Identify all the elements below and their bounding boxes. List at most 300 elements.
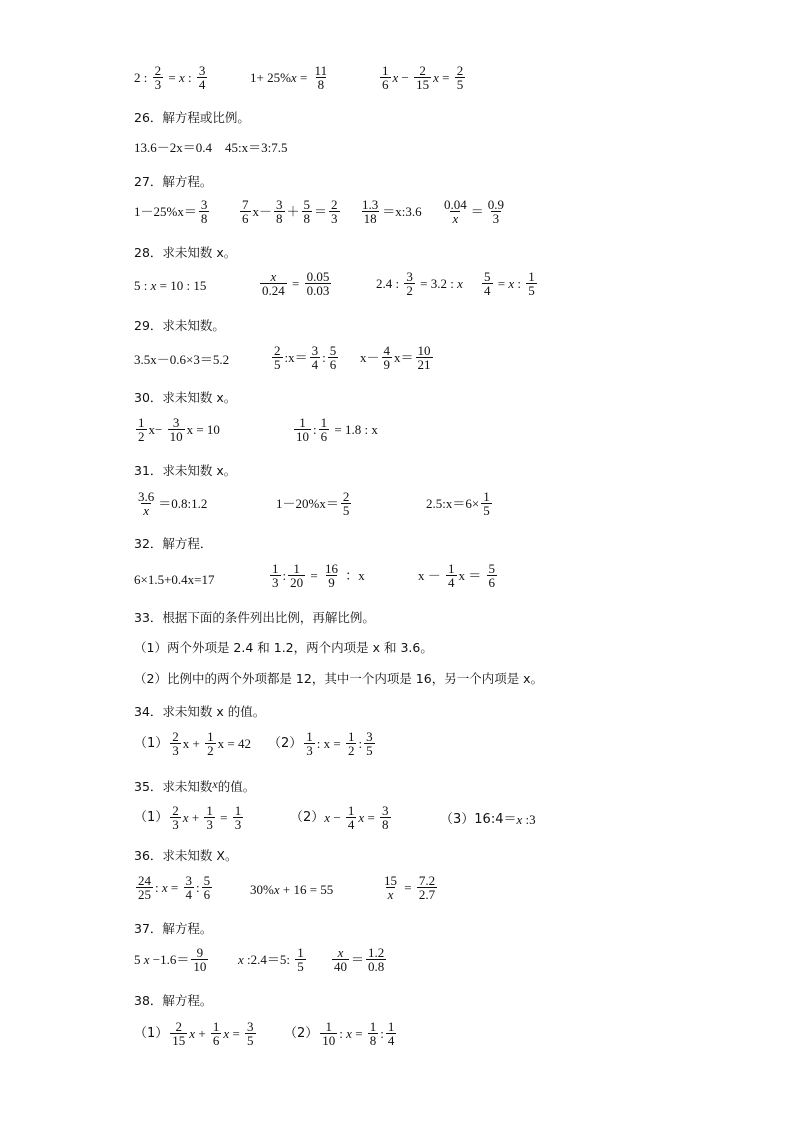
problem-heading: 36．求未知数 X。 [134, 848, 238, 863]
variable-x: x [290, 69, 297, 85]
denominator: 4 [484, 283, 491, 298]
equation-text: x− [148, 421, 166, 437]
numerator: 7 [242, 197, 249, 212]
equation [134, 730, 251, 757]
equation-text: : [282, 567, 287, 583]
fraction [341, 490, 352, 517]
fraction [305, 270, 332, 297]
denominator: 3 [492, 211, 500, 226]
equation-text: = [494, 275, 509, 291]
equation-text: : [380, 1025, 384, 1041]
denominator: 10 [193, 959, 207, 974]
fraction [153, 64, 164, 91]
equation-text: 13.6－2x＝0.4 45:x＝3:7.5 [134, 140, 288, 155]
denominator: 6 [382, 77, 389, 92]
fraction [136, 416, 147, 443]
equation [134, 140, 287, 156]
equation-text: = [216, 809, 231, 825]
numerator: 5 [488, 561, 496, 576]
equation-text: x－ [252, 203, 273, 219]
denominator: 2 [138, 429, 145, 444]
problem-heading: 34．求未知数 x 的值。 [134, 704, 266, 719]
fraction [204, 804, 215, 831]
numerator: 3 [172, 415, 180, 430]
fraction [136, 490, 156, 517]
fraction [366, 946, 386, 973]
numerator: 1 [528, 269, 535, 284]
numerator: 4 [383, 343, 391, 358]
numerator: 5 [303, 197, 311, 212]
equation-text: x ＝ [458, 567, 485, 583]
fraction [481, 490, 492, 517]
fraction [346, 730, 357, 757]
variable-x: x [182, 809, 189, 825]
fraction [310, 344, 321, 371]
denominator: 4 [347, 817, 355, 832]
denominator: 3 [154, 77, 162, 92]
denominator: 3 [234, 817, 242, 832]
numerator: 1 [207, 729, 214, 744]
equation-text: + [188, 809, 203, 825]
fraction [386, 1020, 397, 1047]
fraction [240, 198, 251, 225]
equation-text: x = 10 [186, 421, 220, 437]
equation-text: :3 [522, 812, 536, 827]
denominator: 5 [247, 1033, 254, 1048]
numerator: 3.6 [138, 489, 155, 504]
numerator: 3 [382, 803, 389, 818]
equation [360, 344, 435, 371]
equation-text: = [296, 69, 311, 85]
equation [134, 490, 207, 517]
equation-text: = [307, 567, 321, 583]
equation-text: = 1.8 : x [331, 421, 378, 437]
numerator: 1 [297, 945, 304, 960]
denominator: 20 [290, 575, 304, 590]
equation-text: : [514, 275, 525, 291]
equation-text: + 16 = 55 [279, 882, 334, 897]
fraction [346, 804, 357, 831]
denominator: 8 [369, 1033, 377, 1048]
equation-text: :2.4＝5: [243, 951, 294, 967]
fraction [272, 344, 283, 371]
numerator: 1 [347, 729, 355, 744]
equation [134, 874, 214, 901]
equation [378, 64, 467, 91]
numerator: 2 [172, 729, 179, 744]
numerator: 2 [342, 489, 350, 504]
problem-heading: 27．解方程。 [134, 174, 213, 189]
numerator: 0.04 [444, 197, 467, 212]
equation [238, 946, 308, 973]
equation [418, 562, 499, 589]
equation-text: = 10 : 15 [156, 278, 207, 293]
variable-x: x [324, 809, 331, 825]
equation-text: （2） [268, 735, 303, 751]
equation [134, 416, 220, 443]
denominator: 6 [329, 357, 337, 372]
variable-x: x [223, 1025, 230, 1041]
equation-text: （1） [134, 1025, 169, 1041]
numerator: 2 [274, 343, 281, 358]
denominator: 4 [198, 77, 206, 92]
denominator: 9 [383, 357, 391, 372]
variable-x: x [358, 809, 365, 825]
denominator: 10 [169, 429, 183, 444]
fraction [368, 1020, 379, 1047]
problem-heading: 31．求未知数 x。 [134, 463, 237, 478]
fraction [332, 946, 349, 973]
problem-heading: 28．求未知数 x。 [134, 245, 237, 260]
equation-text: x + [182, 735, 204, 751]
denominator: 4 [311, 357, 319, 372]
numerator: 1 [212, 1019, 220, 1034]
equation [426, 490, 494, 517]
fraction [295, 946, 306, 973]
denominator: 3 [172, 817, 179, 832]
sub-question: （2）比例中的两个外项都是 12，其中一个内项是 16，另一个内项是 x。 [134, 671, 544, 686]
problem-heading: 32．解方程． [134, 536, 213, 551]
equation-text: = [167, 879, 182, 895]
fraction [197, 64, 208, 91]
denominator: 18 [363, 211, 377, 226]
denominator: 5 [528, 283, 535, 298]
equation-text: + [195, 1025, 209, 1041]
equation-text: : [322, 349, 326, 365]
numerator: 16 [324, 561, 338, 576]
denominator: x [387, 887, 394, 902]
equation-text: 1+ 25% [250, 69, 291, 85]
denominator: 6 [203, 887, 211, 902]
fraction [245, 1020, 256, 1047]
numerator: 2 [331, 197, 338, 212]
equation [440, 812, 536, 828]
variable-x: x [161, 879, 168, 895]
denominator: 15 [172, 1033, 186, 1048]
equation-text: = [401, 879, 415, 895]
numerator: 3 [311, 343, 319, 358]
equation [258, 270, 333, 297]
variable-x: x [433, 69, 439, 85]
numerator: 1 [382, 63, 389, 78]
equation-text: ＝0.8:1.2 [158, 495, 208, 511]
fraction [320, 1020, 337, 1047]
fraction [288, 562, 305, 589]
equation-text: = [438, 69, 453, 85]
numerator: x [270, 269, 277, 284]
numerator: 3 [276, 197, 283, 212]
denominator: 3 [331, 211, 338, 226]
equation-text: 30% [250, 882, 274, 897]
denominator: 15 [416, 77, 430, 92]
problem-heading [134, 776, 255, 795]
fraction [414, 64, 431, 91]
numerator: 1 [206, 803, 213, 818]
denominator: 3 [206, 817, 213, 832]
problem-heading: 26．解方程或比例。 [134, 110, 250, 125]
denominator: 8 [317, 77, 325, 92]
numerator: 15 [384, 873, 397, 888]
variable-x: x [143, 951, 150, 967]
numerator: 11 [314, 63, 328, 78]
fraction [191, 946, 208, 973]
equation [134, 64, 209, 91]
numerator: 0.9 [487, 197, 505, 212]
fraction [260, 270, 287, 297]
equation-text: = [165, 69, 179, 85]
numerator: 2 [154, 63, 162, 78]
numerator: 5 [484, 269, 491, 284]
equation-text: ＝ [351, 951, 365, 967]
numerator: 3 [200, 197, 208, 212]
denominator: 40 [334, 959, 347, 974]
numerator: 2 [175, 1019, 183, 1034]
fraction [328, 344, 339, 371]
numerator: 1 [234, 803, 242, 818]
denominator: 0.8 [368, 959, 385, 974]
equation-text: = [364, 809, 379, 825]
equation-text: − [330, 809, 344, 825]
equation-text: 5 : [134, 278, 151, 293]
equation-text: 2.4 : [376, 275, 403, 291]
equation [292, 416, 378, 443]
variable-x: x [508, 275, 515, 291]
denominator: 5 [483, 503, 490, 518]
fraction [323, 562, 340, 589]
fraction [313, 64, 330, 91]
sub-question: （1）两个外项是 2.4 和 1.2，两个内项是 x 和 3.6。 [134, 640, 433, 655]
denominator: 8 [303, 211, 311, 226]
equation [250, 882, 333, 898]
numerator: 3 [366, 729, 373, 744]
denominator: 5 [456, 77, 464, 92]
equation-text: （3）16:4＝ [440, 812, 517, 827]
denominator: 8 [276, 211, 283, 226]
denominator: 8 [200, 211, 208, 226]
problem-heading-tail: 的值。 [217, 779, 256, 794]
denominator: 4 [185, 887, 192, 902]
problem-heading-text: 35．求未知数 [134, 779, 213, 794]
equation-text: = [288, 275, 303, 291]
numerator: 3 [185, 873, 192, 888]
equation-text: 1－20%x＝ [276, 495, 339, 511]
fraction [302, 198, 313, 225]
fraction [482, 270, 493, 297]
denominator: 6 [488, 575, 496, 590]
fraction [304, 730, 315, 757]
denominator: 9 [328, 575, 335, 590]
fraction [170, 730, 181, 757]
fraction [270, 562, 281, 589]
fraction [211, 1020, 222, 1047]
numerator: 5 [329, 343, 337, 358]
denominator: 5 [366, 743, 373, 758]
equation-text: x = 42 [217, 735, 251, 751]
equation [290, 804, 393, 831]
equation [480, 270, 539, 297]
equation-text: （2） [290, 809, 325, 825]
fraction [294, 416, 311, 443]
equation [134, 1020, 258, 1047]
numerator: 2 [419, 63, 426, 78]
fraction [205, 730, 216, 757]
fraction [170, 1020, 187, 1047]
equation [238, 198, 342, 225]
denominator: 6 [212, 1033, 220, 1048]
equation-text: ＝ [470, 203, 484, 219]
numerator: 3 [406, 269, 413, 284]
denominator: x [143, 503, 150, 518]
denominator: 5 [342, 503, 350, 518]
denominator: 5 [297, 959, 304, 974]
fraction [233, 804, 244, 831]
numerator: 1.3 [362, 197, 379, 212]
equation-text: 5 [134, 951, 144, 967]
problem-heading: 38．解方程。 [134, 993, 213, 1008]
variable-x: x [150, 278, 157, 293]
equation-text: ＝ [314, 203, 328, 219]
numerator: 7.2 [418, 873, 436, 888]
fraction [319, 416, 330, 443]
numerator: 1 [299, 415, 306, 430]
equation [134, 352, 229, 368]
numerator: 1 [306, 729, 313, 744]
equation-text: ＋ [286, 203, 300, 219]
numerator: 1.2 [368, 945, 385, 960]
equation [440, 198, 508, 225]
fraction [455, 64, 466, 91]
equation-text: : [339, 1025, 347, 1041]
numerator: 1 [387, 1019, 395, 1034]
denominator: 10 [322, 1033, 336, 1048]
equation-text: x－ [360, 349, 380, 365]
fraction [274, 198, 285, 225]
numerator: 24 [138, 873, 151, 888]
numerator: 5 [203, 873, 211, 888]
variable-x: x [346, 1025, 352, 1041]
fraction [486, 198, 506, 225]
denominator: 2.7 [418, 887, 436, 902]
denominator: 3 [272, 575, 279, 590]
fraction [404, 270, 415, 297]
denominator: 6 [320, 429, 328, 444]
denominator: 4 [387, 1033, 395, 1048]
numerator: 10 [417, 343, 431, 358]
denominator: 10 [296, 429, 309, 444]
numerator: 2 [456, 63, 464, 78]
numerator: 1 [293, 561, 300, 576]
equation-text: （1） [134, 809, 169, 825]
equation-text: 3.5x－0.6×3＝5.2 [134, 352, 230, 367]
numerator: 1 [448, 561, 455, 576]
equation-text: : [196, 879, 200, 895]
equation-text: : [155, 879, 162, 895]
fraction [202, 874, 213, 901]
denominator: x [452, 211, 459, 226]
equation [134, 946, 210, 973]
denominator: 25 [138, 887, 151, 902]
numerator: x [337, 945, 344, 960]
fraction [442, 198, 469, 225]
equation-text: 2 : [134, 69, 151, 85]
variable-x: x [273, 882, 280, 897]
numerator: 9 [196, 945, 204, 960]
equation-text: = [229, 1025, 244, 1041]
denominator: 2 [207, 743, 214, 758]
fraction [416, 344, 433, 371]
equation [134, 198, 211, 225]
equation [268, 562, 365, 589]
equation [358, 198, 422, 225]
denominator: 5 [274, 357, 281, 372]
equation [380, 874, 439, 901]
fraction [382, 874, 399, 901]
equation [270, 344, 340, 371]
equation-text: : x = [316, 735, 344, 751]
fraction [136, 874, 153, 901]
equation-text: x＝ [394, 349, 414, 365]
fraction [199, 198, 210, 225]
variable-x: x [516, 812, 523, 827]
equation-text: = [351, 1025, 366, 1041]
equation [134, 572, 215, 588]
equation [134, 278, 206, 294]
denominator: 0.24 [262, 283, 285, 298]
fraction [382, 344, 393, 371]
numerator: 1 [320, 415, 328, 430]
equation-text: （2） [284, 1025, 319, 1041]
denominator: 3 [306, 743, 313, 758]
denominator: 0.03 [306, 283, 330, 298]
denominator: 3 [172, 743, 179, 758]
fraction [487, 562, 498, 589]
equation-text: 6×1.5+0.4x=17 [134, 572, 215, 587]
denominator: 2 [347, 743, 355, 758]
equation-text: ＝x:3.6 [382, 203, 422, 219]
fraction [446, 562, 457, 589]
fraction [170, 804, 181, 831]
equation-text: : [358, 735, 363, 751]
numerator: 1 [272, 561, 279, 576]
fraction [329, 198, 340, 225]
denominator: 2 [406, 283, 413, 298]
equation [268, 730, 377, 757]
equation-text: : [184, 69, 195, 85]
numerator: 1 [138, 415, 145, 430]
fraction [184, 874, 195, 901]
numerator: 3 [247, 1019, 254, 1034]
fraction [364, 730, 375, 757]
variable-x: x [189, 1025, 196, 1041]
problem-heading: 30．求未知数 x。 [134, 390, 237, 405]
equation-text: 1－25%x＝ [134, 203, 197, 219]
variable-x: x [457, 275, 463, 291]
equation [250, 64, 331, 91]
denominator: 8 [382, 817, 389, 832]
fraction [526, 270, 537, 297]
equation-text: = 3.2 : [416, 275, 458, 291]
numerator: 3 [198, 63, 206, 78]
fraction [168, 416, 185, 443]
variable-x: x [212, 777, 218, 791]
equation [276, 490, 353, 517]
denominator: 6 [242, 211, 249, 226]
fraction [380, 64, 391, 91]
variable-x: x [238, 951, 244, 967]
numerator: 1 [369, 1019, 377, 1034]
equation-text: : [313, 421, 317, 437]
numerator: 1 [483, 489, 490, 504]
